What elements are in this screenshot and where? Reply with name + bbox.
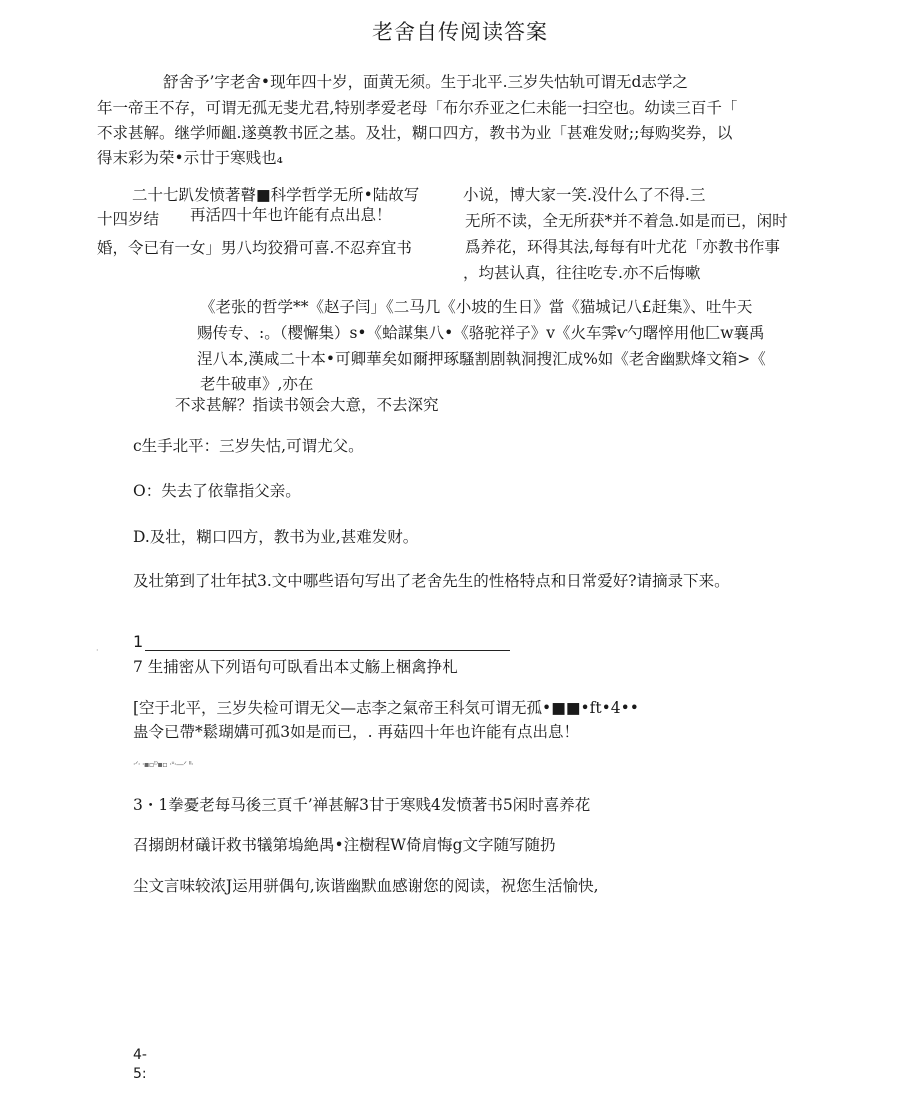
- answer-7-line-1: [空于北平，三岁失检可谓无父—志李之氣帝王科気可谓无孤•■■•ft•4••: [133, 699, 639, 717]
- left-column-line-1: 二十七趴发愤著瞽■科学哲学无所•陆故写: [132, 186, 420, 204]
- page-footer-1: 4-: [133, 1047, 147, 1063]
- right-column-line-4: ，均甚认真，往往吃专.亦不后悔嗽: [463, 264, 701, 282]
- question-7: 7 生捕密从下列语句可臥看出本丈觞上梱禽挣札: [133, 658, 458, 676]
- works-line-3: 涅八本,漢咸二十本•可卿華矣如爾押琢騷割剧執洞搜汇成%如《老舍幽默烽文箱>《: [197, 350, 766, 368]
- intro-line-3: 不求甚解。继学师齟.遂奠教书匠之基。及壮，糊口四方，教书为业「甚难发财;;每购奖券，以: [97, 124, 733, 142]
- answer-number: 1: [133, 632, 144, 651]
- works-line-2: 赐传专、:。（樱懈集）s•《蛤謀集八•《骆驼祥子》v《火车霁ⱱ勺曙悴用他匚w襄禹: [197, 324, 765, 342]
- answer-7-line-2: 蛊令已帶*鬆瑚媾可孤3如是而已，. 再菇四十年也许能有点出息！: [133, 723, 579, 741]
- works-line-4: 老牛破車》,亦在: [200, 375, 314, 393]
- right-column-line-3: 爲养花，环得其法,每每有叶尤花「亦教书作事: [465, 238, 780, 256]
- answer-3: 3・1拳憂老每马後三頁千’禅甚解3甘于寒贱4发愤著书5闲时喜养花: [133, 796, 591, 814]
- stray-mark: ·: [96, 646, 99, 655]
- intro-line-2: 年一帝王不存，可谓无孤无斐尤君,特别孝爱老母「布尔乔亚之仁未能一扫空也。幼读三百千「: [97, 99, 738, 117]
- answer-last: 尘文言味较浓J运用骈偶句,诙谐幽默血感谢您的阅读，祝您生活愉快,: [133, 877, 599, 895]
- left-column-line-3: 婚，令已有一女」男八均狡猾可喜.不忍弃宜书: [97, 239, 412, 257]
- left-column-line-2a: 十四岁结: [97, 210, 160, 228]
- answer-underline: [145, 650, 510, 651]
- option-c: c生手北平：三岁失怙,可谓尤父。: [133, 437, 364, 455]
- scan-noise: ·ᐟ· ·▪▫ᴰ▪▫ ·ᐡ·—ᐟ ᐦ·: [133, 760, 194, 769]
- right-column-line-1: 小说，博大家一笑.没什么了不得.三: [463, 186, 706, 204]
- page-footer-2: 5:: [133, 1066, 147, 1082]
- works-line-1: 《老张的哲学**《赵子闫」《二马几《小坡的生日》當《猫城记八£赶集》、吐牛天: [200, 298, 753, 316]
- option-d: D.及壮，糊口四方，教书为业,甚难发财。: [133, 528, 419, 546]
- intro-line-1: 舒舍予’字老舍•现年四十岁，面黄无须。生于北平.三岁失怙轨可谓无d志学之: [163, 73, 688, 91]
- option-o: O：失去了依靠指父亲。: [133, 482, 301, 500]
- question-3: 及壮第到了壮年拭3.文中哪些语句写出了老舍先生的性格特点和日常爱好?请摘录下来。: [133, 572, 730, 590]
- page-title: 老舍自传阅读答案: [372, 20, 548, 44]
- question-line: 不求甚解？指读书领会大意，不去深究: [175, 396, 439, 414]
- right-column-line-2: 无所不读，全无所获*并不着急.如是而已，闲时: [465, 212, 788, 230]
- left-column-line-2b: 再活四十年也许能有点出息！: [190, 206, 392, 224]
- intro-line-4: 得末彩为荣•示廿于寒贱也₄: [97, 149, 283, 167]
- answer-misc: 召搦朗材礒讦救书犠第塢絶禺•注樹程W倚肩悔g文字随写随扔: [133, 836, 556, 854]
